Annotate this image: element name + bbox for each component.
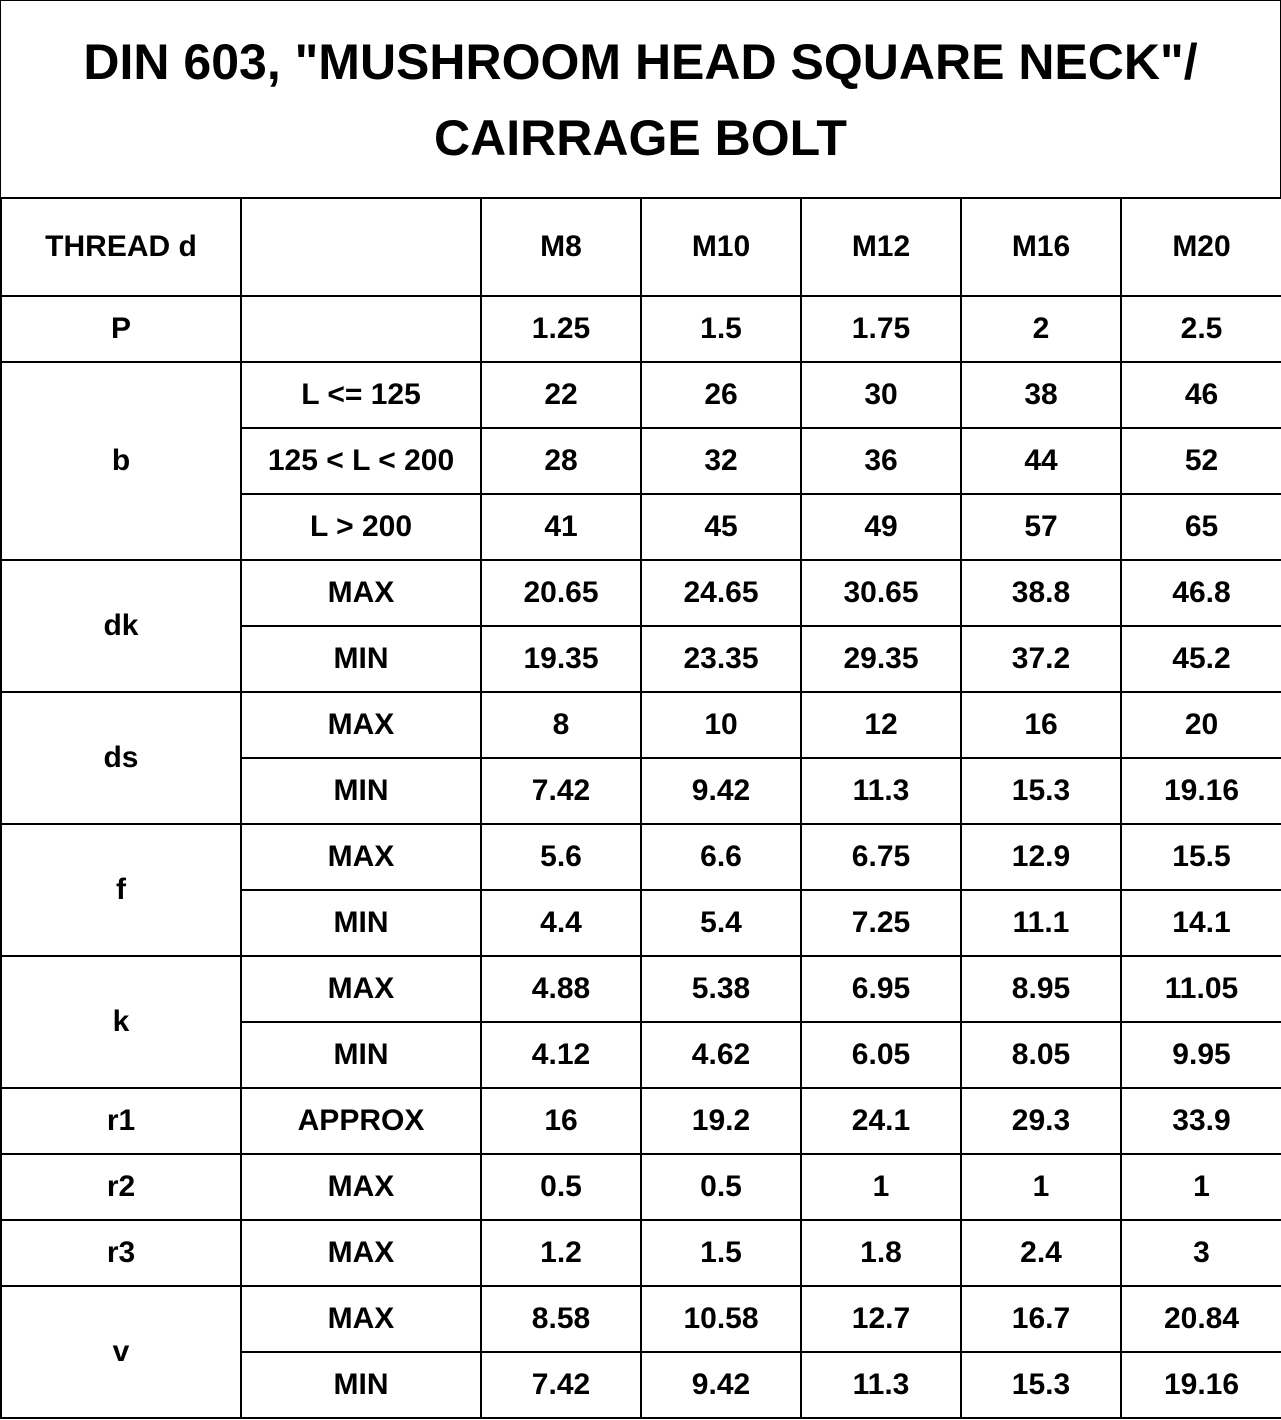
value-cell: 12.7 <box>801 1286 961 1352</box>
sub-param-cell: MAX <box>241 956 481 1022</box>
value-cell: 9.42 <box>641 1352 801 1418</box>
value-cell: 44 <box>961 428 1121 494</box>
value-cell: 1 <box>1121 1154 1281 1220</box>
value-cell: 7.42 <box>481 1352 641 1418</box>
sub-param-cell: MIN <box>241 758 481 824</box>
value-cell: 10 <box>641 692 801 758</box>
value-cell: 16 <box>961 692 1121 758</box>
value-cell: 45 <box>641 494 801 560</box>
sub-param-cell: L <= 125 <box>241 362 481 428</box>
value-cell: 38.8 <box>961 560 1121 626</box>
header-size-cell: M20 <box>1121 198 1281 296</box>
value-cell: 11.1 <box>961 890 1121 956</box>
value-cell: 5.6 <box>481 824 641 890</box>
table-row <box>1 956 1281 1022</box>
sub-param-cell: L > 200 <box>241 494 481 560</box>
sub-param-cell: MAX <box>241 1220 481 1286</box>
sub-param-cell: MIN <box>241 1022 481 1088</box>
value-cell: 22 <box>481 362 641 428</box>
header-size-cell: M10 <box>641 198 801 296</box>
value-cell: 3 <box>1121 1220 1281 1286</box>
value-cell: 4.12 <box>481 1022 641 1088</box>
value-cell: 9.95 <box>1121 1022 1281 1088</box>
param-cell: b <box>1 362 241 560</box>
value-cell: 45.2 <box>1121 626 1281 692</box>
value-cell: 19.16 <box>1121 758 1281 824</box>
value-cell: 20.84 <box>1121 1286 1281 1352</box>
value-cell: 38 <box>961 362 1121 428</box>
value-cell: 7.25 <box>801 890 961 956</box>
value-cell: 6.6 <box>641 824 801 890</box>
header-row <box>1 198 1281 296</box>
table-body <box>1 198 1281 1418</box>
table-row <box>1 1154 1281 1220</box>
value-cell: 24.1 <box>801 1088 961 1154</box>
table-row <box>1 560 1281 626</box>
value-cell: 6.75 <box>801 824 961 890</box>
sub-param-cell: MIN <box>241 1352 481 1418</box>
value-cell: 2 <box>961 296 1121 362</box>
value-cell: 12.9 <box>961 824 1121 890</box>
value-cell: 41 <box>481 494 641 560</box>
sub-param-cell: MAX <box>241 1286 481 1352</box>
header-param-cell: THREAD d <box>1 198 241 296</box>
header-size-cell: M8 <box>481 198 641 296</box>
value-cell: 2.5 <box>1121 296 1281 362</box>
value-cell: 12 <box>801 692 961 758</box>
value-cell: 1.8 <box>801 1220 961 1286</box>
title-line-2: CAIRRAGE BOLT <box>434 109 847 166</box>
value-cell: 24.65 <box>641 560 801 626</box>
value-cell: 15.3 <box>961 758 1121 824</box>
value-cell: 4.4 <box>481 890 641 956</box>
sub-param-cell <box>241 296 481 362</box>
value-cell: 0.5 <box>481 1154 641 1220</box>
value-cell: 36 <box>801 428 961 494</box>
value-cell: 11.3 <box>801 1352 961 1418</box>
value-cell: 9.42 <box>641 758 801 824</box>
param-cell: P <box>1 296 241 362</box>
value-cell: 0.5 <box>641 1154 801 1220</box>
param-cell: r1 <box>1 1088 241 1154</box>
param-cell: r2 <box>1 1154 241 1220</box>
sub-param-cell: MAX <box>241 560 481 626</box>
value-cell: 20.65 <box>481 560 641 626</box>
value-cell: 57 <box>961 494 1121 560</box>
value-cell: 4.62 <box>641 1022 801 1088</box>
value-cell: 8.95 <box>961 956 1121 1022</box>
table-row <box>1 296 1281 362</box>
sub-param-cell: MIN <box>241 890 481 956</box>
value-cell: 15.5 <box>1121 824 1281 890</box>
value-cell: 30 <box>801 362 961 428</box>
value-cell: 52 <box>1121 428 1281 494</box>
value-cell: 1 <box>961 1154 1121 1220</box>
value-cell: 15.3 <box>961 1352 1121 1418</box>
value-cell: 1.5 <box>641 296 801 362</box>
value-cell: 4.88 <box>481 956 641 1022</box>
value-cell: 49 <box>801 494 961 560</box>
table-row <box>1 1220 1281 1286</box>
value-cell: 23.35 <box>641 626 801 692</box>
value-cell: 19.16 <box>1121 1352 1281 1418</box>
value-cell: 1.75 <box>801 296 961 362</box>
value-cell: 16 <box>481 1088 641 1154</box>
value-cell: 46.8 <box>1121 560 1281 626</box>
param-cell: v <box>1 1286 241 1418</box>
title-line-1: DIN 603, "MUSHROOM HEAD SQUARE NECK"/ <box>83 33 1198 90</box>
value-cell: 1.25 <box>481 296 641 362</box>
value-cell: 11.3 <box>801 758 961 824</box>
value-cell: 19.35 <box>481 626 641 692</box>
value-cell: 30.65 <box>801 560 961 626</box>
value-cell: 32 <box>641 428 801 494</box>
value-cell: 8.05 <box>961 1022 1121 1088</box>
value-cell: 16.7 <box>961 1286 1121 1352</box>
param-cell: f <box>1 824 241 956</box>
value-cell: 65 <box>1121 494 1281 560</box>
value-cell: 5.38 <box>641 956 801 1022</box>
sub-param-cell: MIN <box>241 626 481 692</box>
value-cell: 46 <box>1121 362 1281 428</box>
value-cell: 5.4 <box>641 890 801 956</box>
param-cell: ds <box>1 692 241 824</box>
value-cell: 28 <box>481 428 641 494</box>
value-cell: 8 <box>481 692 641 758</box>
value-cell: 33.9 <box>1121 1088 1281 1154</box>
header-size-cell: M16 <box>961 198 1121 296</box>
value-cell: 29.35 <box>801 626 961 692</box>
sub-param-cell: 125 < L < 200 <box>241 428 481 494</box>
table-row <box>1 824 1281 890</box>
value-cell: 11.05 <box>1121 956 1281 1022</box>
value-cell: 6.05 <box>801 1022 961 1088</box>
sub-param-cell: MAX <box>241 1154 481 1220</box>
sub-param-cell: MAX <box>241 824 481 890</box>
value-cell: 19.2 <box>641 1088 801 1154</box>
title-block <box>0 0 1281 198</box>
value-cell: 26 <box>641 362 801 428</box>
sub-param-cell: APPROX <box>241 1088 481 1154</box>
value-cell: 2.4 <box>961 1220 1121 1286</box>
header-size-cell: M12 <box>801 198 961 296</box>
value-cell: 37.2 <box>961 626 1121 692</box>
sub-param-cell: MAX <box>241 692 481 758</box>
value-cell: 14.1 <box>1121 890 1281 956</box>
table-row <box>1 1088 1281 1154</box>
value-cell: 6.95 <box>801 956 961 1022</box>
value-cell: 8.58 <box>481 1286 641 1352</box>
table-row <box>1 362 1281 428</box>
value-cell: 20 <box>1121 692 1281 758</box>
value-cell: 1.2 <box>481 1220 641 1286</box>
header-sub-cell <box>241 198 481 296</box>
value-cell: 29.3 <box>961 1088 1121 1154</box>
value-cell: 1.5 <box>641 1220 801 1286</box>
value-cell: 10.58 <box>641 1286 801 1352</box>
param-cell: r3 <box>1 1220 241 1286</box>
dimensions-table <box>0 197 1281 1419</box>
param-cell: dk <box>1 560 241 692</box>
value-cell: 7.42 <box>481 758 641 824</box>
param-cell: k <box>1 956 241 1088</box>
table-row <box>1 692 1281 758</box>
value-cell: 1 <box>801 1154 961 1220</box>
table-row <box>1 1286 1281 1352</box>
